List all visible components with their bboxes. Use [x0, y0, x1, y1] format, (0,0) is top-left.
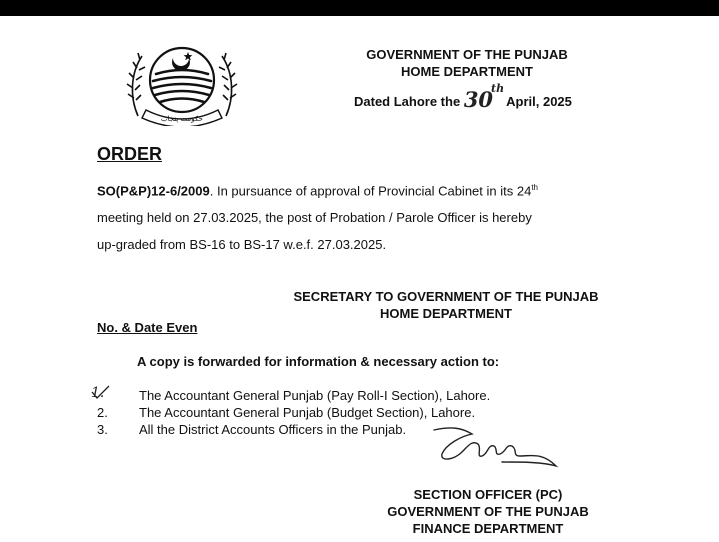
order-line-3: up-graded from BS-16 to BS-17 w.e.f. 27.03.2025. [97, 237, 387, 253]
order-line-1-text: . In pursuance of approval of Provincial Cabinet in its 24 [209, 183, 532, 199]
department-heading: HOME DEPARTMENT [401, 64, 533, 79]
secretary-department: HOME DEPARTMENT [380, 306, 512, 321]
handwritten-day-suffix: th [491, 82, 505, 95]
order-line-1-sup: th [531, 183, 538, 192]
section-officer-government: GOVERNMENT OF THE PUNJAB [387, 504, 589, 519]
handwritten-day: 30 [463, 87, 494, 112]
copy-forward-line: A copy is forwarded for information & necessary action to: [137, 354, 500, 369]
punjab-emblem-logo [124, 38, 240, 126]
section-officer-department: FINANCE DEPARTMENT [412, 521, 564, 536]
recipient-text: All the District Accounts Officers in the Punjab. [139, 422, 407, 437]
emblem-script-text: حکومت پنجاب [161, 115, 203, 123]
recipient-number: 2. [97, 405, 108, 420]
handwritten-tick-icon [90, 384, 120, 400]
recipient-text: The Accountant General Punjab (Pay Roll-I Section), Lahore. [139, 388, 491, 403]
top-black-bar [0, 0, 719, 16]
date-prefix: Dated Lahore the [354, 94, 461, 109]
recipient-number: 3. [97, 422, 108, 437]
date-rest: April, 2025 [506, 94, 572, 109]
order-title: ORDER [97, 144, 163, 164]
section-officer-title: SECTION OFFICER (PC) [413, 487, 563, 502]
order-paragraph [97, 174, 637, 258]
order-reference: SO(P&P)12-6/2009 [97, 183, 210, 199]
order-line-2: meeting held on 27.03.2025, the post of Probation / Parole Officer is hereby [97, 210, 532, 226]
signature-icon [432, 422, 562, 474]
order-line-1 [97, 174, 637, 204]
recipient-number: 1. [91, 385, 105, 401]
date-line [354, 82, 572, 112]
secretary-title: SECRETARY TO GOVERNMENT OF THE PUNJAB [293, 289, 599, 304]
no-date-even-label: No. & Date Even [97, 320, 198, 335]
government-heading: GOVERNMENT OF THE PUNJAB [366, 47, 568, 62]
recipient-text: The Accountant General Punjab (Budget Section), Lahore. [139, 405, 476, 420]
